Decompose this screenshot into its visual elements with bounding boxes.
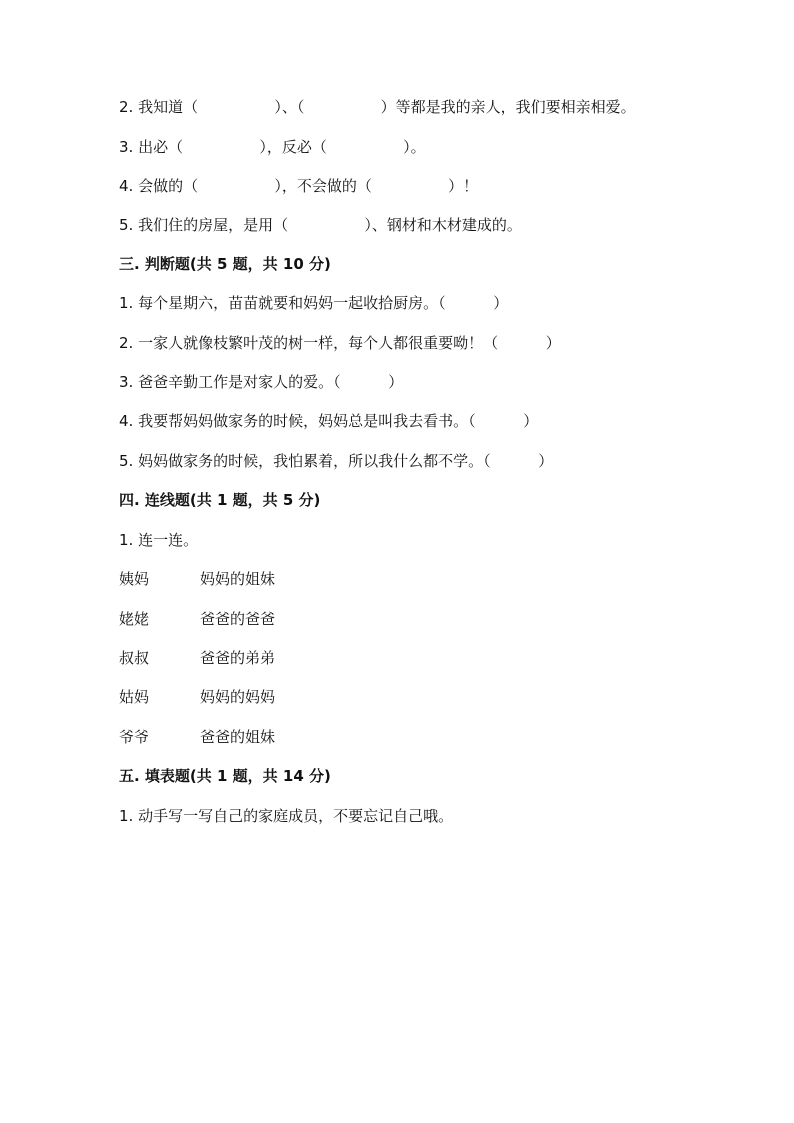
match-pair	[119, 648, 419, 668]
judgement-question-3: 3. 爸爸辛勤工作是对家人的爱。（ ）	[119, 373, 404, 391]
match-left-term: 姑妈	[119, 688, 150, 706]
section-heading-table: 五. 填表题(共 1 题，共 14 分)	[119, 767, 331, 785]
match-pair	[119, 727, 419, 747]
section-heading-judgement: 三. 判断题(共 5 题，共 10 分)	[119, 255, 331, 273]
match-pair	[119, 609, 419, 629]
match-pair	[119, 569, 419, 589]
fill-question-4: 4. 会做的（ ），不会做的（ ）！	[119, 177, 479, 195]
judgement-question-5: 5. 妈妈做家务的时候，我怕累着，所以我什么都不学。（ ）	[119, 452, 554, 470]
section-heading-matching: 四. 连线题(共 1 题，共 5 分)	[119, 491, 321, 509]
match-right-term: 妈妈的姐妹	[200, 570, 276, 588]
judgement-question-4: 4. 我要帮妈妈做家务的时候，妈妈总是叫我去看书。（ ）	[119, 412, 539, 430]
match-left-term: 叔叔	[119, 649, 150, 667]
match-left-term: 姥姥	[119, 610, 150, 628]
match-right-term: 爸爸的姐妹	[200, 728, 276, 746]
match-right-term: 妈妈的妈妈	[200, 688, 276, 706]
match-right-term: 爸爸的爸爸	[200, 610, 276, 628]
match-left-term: 爷爷	[119, 728, 150, 746]
match-left-term: 姨妈	[119, 570, 150, 588]
fill-question-5: 5. 我们住的房屋，是用（ ）、钢材和木材建成的。	[119, 216, 522, 234]
fill-question-2: 2. 我知道（ ）、（ ）等都是我的亲人，我们要相亲相爱。	[119, 98, 636, 116]
fill-question-3: 3. 出必（ ），反必（ ）。	[119, 138, 426, 156]
match-right-term: 爸爸的弟弟	[200, 649, 276, 667]
match-pair	[119, 687, 419, 707]
table-question-1: 1. 动手写一写自己的家庭成员，不要忘记自己哦。	[119, 807, 454, 825]
judgement-question-2: 2. 一家人就像枝繁叶茂的树一样，每个人都很重要呦！（ ）	[119, 334, 561, 352]
judgement-question-1: 1. 每个星期六，苗苗就要和妈妈一起收拾厨房。（ ）	[119, 294, 509, 312]
matching-question-1: 1. 连一连。	[119, 531, 199, 549]
